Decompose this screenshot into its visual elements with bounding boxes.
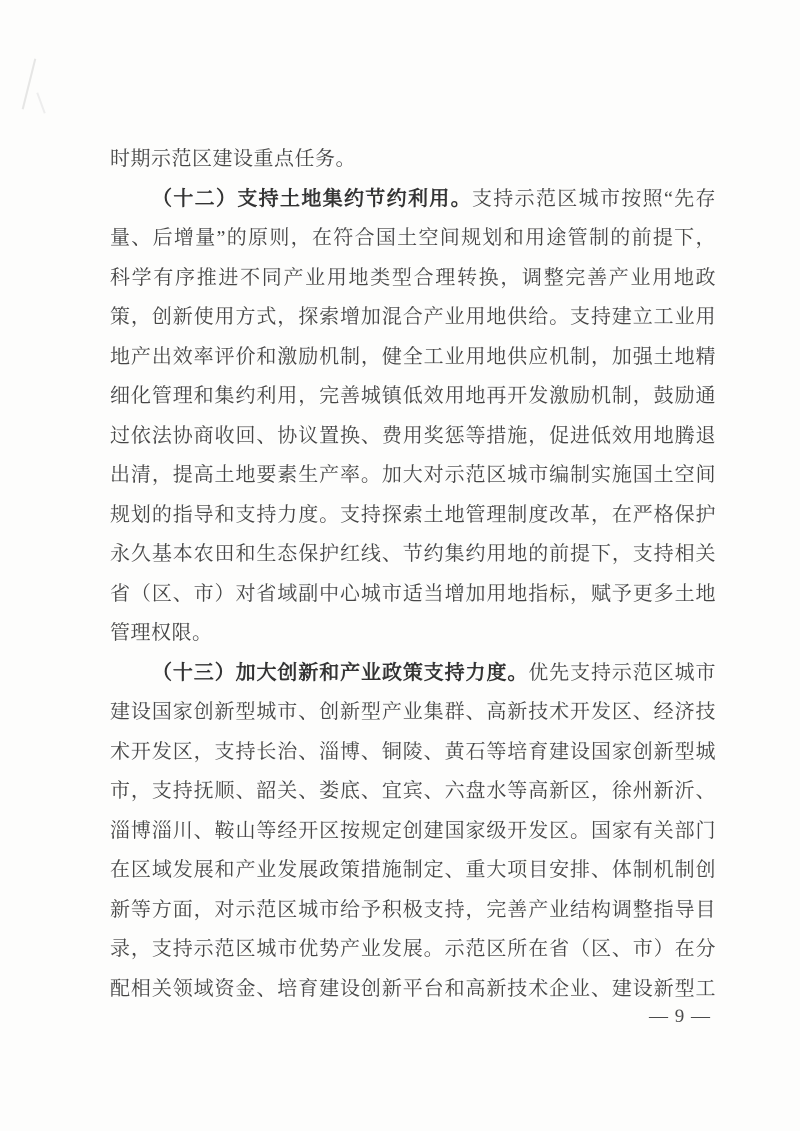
body-run: 淄博淄川、鞍山等经开区按规定创建国家级开发区。国家有关部门 [110, 819, 716, 842]
body-run: 术开发区，支持长治、淄博、铜陵、黄石等培育建设国家创新型城 [110, 740, 716, 763]
text-line [110, 930, 716, 970]
body-run: 支持示范区城市按照“先存 [471, 187, 716, 210]
text-line [110, 733, 716, 773]
text-line [110, 614, 716, 654]
text-line [110, 259, 716, 299]
text-line [110, 298, 716, 338]
body-run: 录，支持示范区城市优势产业发展。示范区所在省（区、市）在分 [110, 938, 716, 960]
body-run: 配相关领域资金、培育建设创新平台和高新技术企业、建设新型工 [110, 977, 716, 1000]
text-line [110, 575, 716, 615]
body-run: 永久基本农田和生态保护红线、节约集约用地的前提下，支持相关 [110, 543, 716, 565]
body-run: 细化管理和集约利用，完善城镇低效用地再开发激励机制，鼓励通 [110, 385, 716, 407]
body-run: 科学有序推进不同产业用地类型合理转换，调整完善产业用地政 [110, 266, 716, 289]
body-run: 地产出效率评价和激励机制，健全工业用地供应机制，加强土地精 [110, 345, 716, 368]
heading-run: （十二）支持土地集约节约利用。 [152, 187, 472, 210]
body-run: 量、后增量”的原则，在符合国土空间规划和用途管制的前提下， [110, 227, 716, 249]
body-run: 新等方面，对示范区城市给予积极支持，完善产业结构调整指导目 [110, 898, 716, 921]
body-run: 策，创新使用方式，探索增加混合产业用地供给。支持建立工业用 [110, 306, 716, 328]
body-run: 时期示范区建设重点任务。 [110, 148, 356, 170]
body-run: 市，支持抚顺、韶关、娄底、宜宾、六盘水等高新区，徐州新沂、 [110, 780, 716, 802]
document-body [110, 140, 716, 1009]
heading-run: （十三）加大创新和产业政策支持力度。 [152, 661, 529, 684]
body-run: 建设国家创新型城市、创新型产业集群、高新技术开发区、经济技 [110, 701, 716, 723]
body-run: 出清，提高土地要素生产率。加大对示范区城市编制实施国土空间 [110, 464, 716, 486]
scan-artifact [36, 92, 45, 113]
text-line [110, 417, 716, 457]
text-line [110, 377, 716, 417]
page-number: — 9 — [649, 1006, 711, 1027]
text-line [110, 851, 716, 891]
text-line [110, 812, 716, 852]
body-run: 在区域发展和产业发展政策措施制定、重大项目安排、体制机制创 [110, 859, 716, 881]
text-line [110, 180, 716, 220]
text-line [110, 693, 716, 733]
text-line [110, 891, 716, 931]
scan-artifact [22, 59, 37, 110]
text-line [110, 654, 716, 694]
text-line [110, 456, 716, 496]
body-run: 管理权限。 [110, 622, 213, 644]
text-line [110, 535, 716, 575]
text-line [110, 140, 716, 180]
text-line [110, 970, 716, 1010]
body-run: 省（区、市）对省域副中心城市适当增加用地指标，赋予更多土地 [110, 582, 716, 605]
body-run: 规划的指导和支持力度。支持探索土地管理制度改革，在严格保护 [110, 503, 716, 526]
text-line [110, 772, 716, 812]
text-line [110, 219, 716, 259]
text-line [110, 338, 716, 378]
body-run: 过依法协商收回、协议置换、费用奖惩等措施，促进低效用地腾退 [110, 424, 716, 447]
body-run: 优先支持示范区城市 [528, 661, 717, 684]
text-line [110, 496, 716, 536]
